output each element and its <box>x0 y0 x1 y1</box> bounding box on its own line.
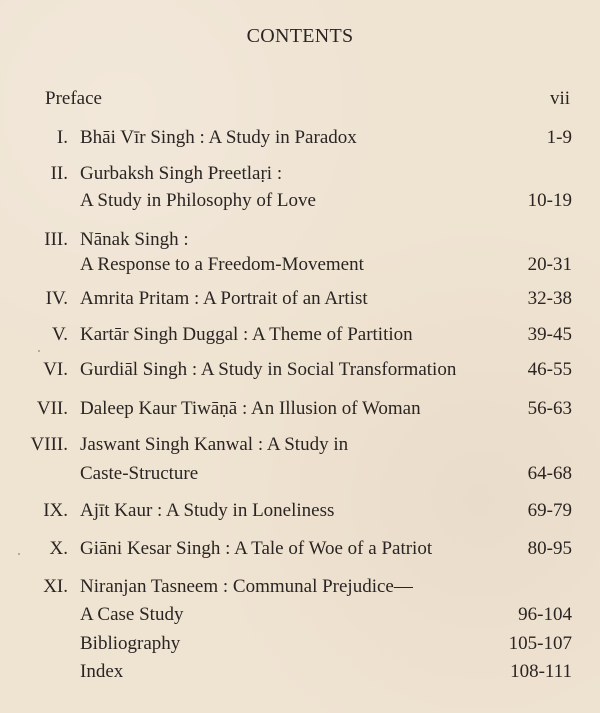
entry-number: IX. <box>43 500 68 521</box>
entry-number: VII. <box>36 398 68 419</box>
entry-page-range: 80-95 <box>527 538 572 559</box>
entry-number: XI. <box>43 576 68 597</box>
entry-title: Daleep Kaur Tiwāṇā : An Illusion of Woman <box>80 398 421 419</box>
entry-title: Bhāi Vīr Singh : A Study in Paradox <box>80 127 357 148</box>
page-title: CONTENTS <box>246 25 354 47</box>
entry-page-range: 69-79 <box>527 500 572 521</box>
entry-title-line1: Jaswant Singh Kanwal : A Study in <box>80 434 349 455</box>
entry-title: Kartār Singh Duggal : A Theme of Partition <box>80 324 413 345</box>
entry-title-line1: Niranjan Tasneem : Communal Prejudice— <box>80 576 413 597</box>
entry-page-range: 46-55 <box>527 359 572 380</box>
entry-title-line1: Gurbaksh Singh Preetlaṛi : <box>80 163 283 184</box>
entry-page-range: 39-45 <box>527 324 572 345</box>
entry-title-line2: A Case Study <box>80 604 184 625</box>
entry-title-line1: Nānak Singh : <box>80 229 189 250</box>
entry-number: X. <box>49 538 68 559</box>
entry-number: IV. <box>45 288 68 309</box>
preface-page-number: vii <box>549 88 570 109</box>
entry-page-range: 20-31 <box>527 254 572 275</box>
entry-title-line2: Caste-Structure <box>80 463 199 484</box>
entry-title: Amrita Pritam : A Portrait of an Artist <box>80 288 368 309</box>
index-label: Index <box>80 661 124 682</box>
bibliography-label: Bibliography <box>80 633 181 654</box>
entry-title: Gurdiāl Singh : A Study in Social Transformation <box>80 359 457 380</box>
entry-page-range: 10-19 <box>527 190 572 211</box>
entry-page-range: 56-63 <box>527 398 572 419</box>
entry-page-range: 96-104 <box>518 604 572 625</box>
paper-speck <box>18 553 20 555</box>
entry-number: VI. <box>43 359 68 380</box>
entry-number: V. <box>51 324 68 345</box>
entry-title: Ajīt Kaur : A Study in Loneliness <box>80 500 335 521</box>
entry-page-range: 1-9 <box>546 127 572 148</box>
entry-title-line2: A Response to a Freedom-Movement <box>80 254 364 275</box>
preface-label: Preface <box>45 88 102 109</box>
entry-number: II. <box>50 163 68 184</box>
entry-number: VIII. <box>30 434 68 455</box>
paper-speck <box>556 412 558 414</box>
bibliography-page-range: 105-107 <box>508 633 572 654</box>
paper-speck <box>38 350 40 352</box>
entry-page-range: 64-68 <box>527 463 572 484</box>
index-page-range: 108-111 <box>510 661 572 682</box>
entry-number: III. <box>44 229 68 250</box>
entry-number: I. <box>56 127 68 148</box>
entry-title: Giāni Kesar Singh : A Tale of Woe of a Patriot <box>80 538 433 559</box>
entry-page-range: 32-38 <box>527 288 572 309</box>
entry-title-line2: A Study in Philosophy of Love <box>80 190 316 211</box>
